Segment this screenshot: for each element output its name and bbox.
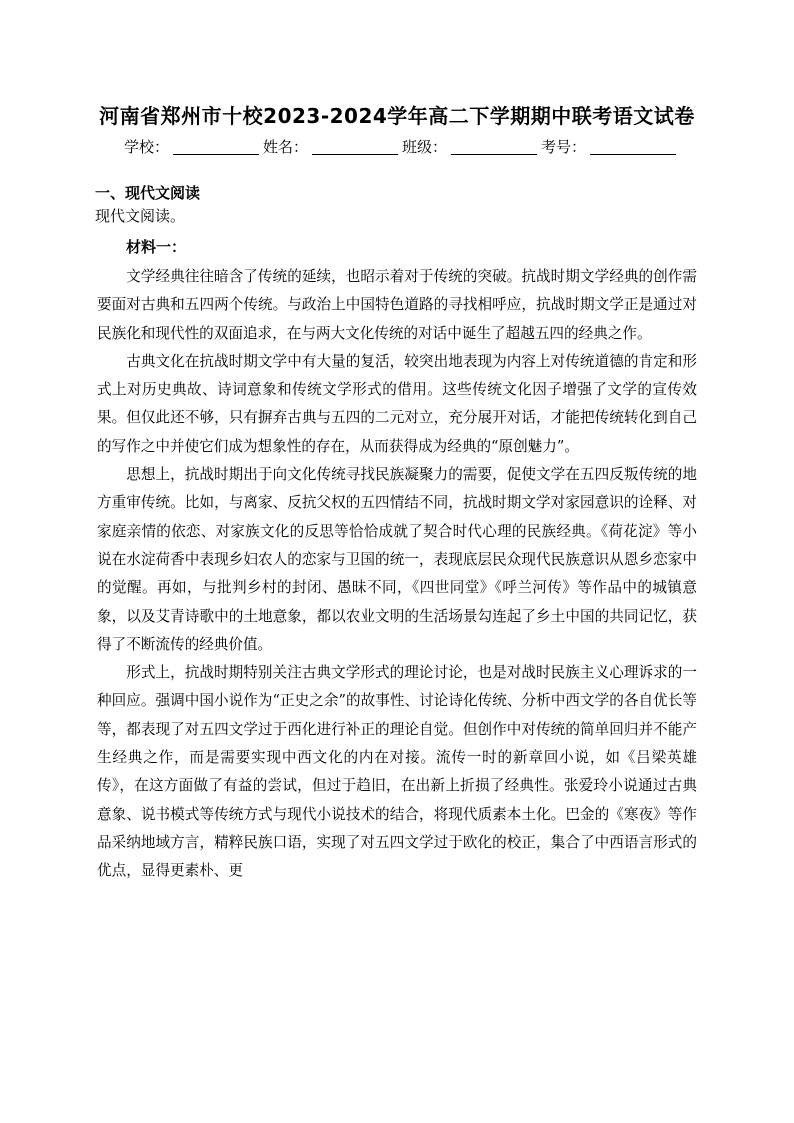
exam-number-label: 考号： — [541, 138, 587, 156]
passage-paragraph: 文学经典往往暗含了传统的延续，也昭示着对于传统的突破。抗战时期文学经典的创作需要面对古典和五四两个传统。与政治上中国特色道路的寻找相呼应，抗战时期文学正是通过对民族化和现代性的双面追求，在与两大文化传统的对话中诞生了超越五四的经典之作。 — [97, 268, 697, 342]
reading-passage — [97, 263, 697, 886]
school-label: 学校： — [124, 138, 170, 156]
passage-paragraph: 形式上，抗战时期特别关注古典文学形式的理论讨论，也是对战时民族主义心理诉求的一种回应。强调中国小说作为“正史之余”的故事性、讨论诗化传统、分析中西文学的各自优长等等，都表现了对五四文学过于西化进行补正的理论自觉。但创作中对传统的简单回归并不能产生经典之作，而是需要实现中西文化的内在对接。流传一时的新章回小说，如《吕梁英雄传》，在这方面做了有益的尝试，但过于趋旧，在出新上折损了经典性。张爱玲小说通过古典意象、说书模式等传统方式与现代小说技术的结合，将现代质素本土化。巴金的《寒夜》等作品采纳地域方言，精粹民族口语，实现了对五四文学过于欧化的校正，集合了中西语言形式的优点，显得更素朴、更 — [97, 664, 697, 880]
section-instruction: 现代文阅读。 — [95, 207, 186, 225]
section-heading: 一、现代文阅读 — [95, 184, 201, 202]
exam-number-blank — [590, 140, 676, 155]
name-label: 姓名： — [263, 138, 309, 156]
class-blank — [451, 140, 537, 155]
passage-paragraph: 思想上，抗战时期出于向文化传统寻找民族凝聚力的需要，促使文学在五四反叛传统的地方重审传统。比如，与离家、反抗父权的五四情结不同，抗战时期文学对家园意识的诠释、对家庭亲情的依恋、对家族文化的反思等恰恰成就了契合时代心理的民族经典。《荷花淀》等小说在水淀荷香中表现乡妇农人的恋家与卫国的统一，表现底层民众现代民族意识从恩乡恋家中的觉醒。再如，与批判乡村的封闭、愚昧不同，《四世同堂》《呼兰河传》等作品中的城镇意象，以及艾青诗歌中的土地意象，都以农业文明的生活场景勾连起了乡土中国的共同记忆，获得了不断流传的经典价值。 — [97, 466, 697, 653]
class-label: 班级： — [402, 138, 448, 156]
material-label: 材料一： — [126, 238, 187, 256]
exam-title: 河南省郑州市十校2023-2024学年高二下学期期中联考语文试卷 — [99, 104, 695, 128]
school-blank — [173, 140, 259, 155]
passage-paragraph: 古典文化在抗战时期文学中有大量的复活，较突出地表现为内容上对传统道德的肯定和形式上对历史典故、诗词意象和传统文学形式的借用。这些传统文化因子增强了文学的宣传效果。但仅此还不够，只有摒弃古典与五四的二元对立，充分展开对话，才能把传统转化到自己的写作之中并使它们成为想象性的存在，从而获得成为经典的“原创魅力”。 — [97, 352, 697, 455]
student-info-line — [124, 136, 684, 157]
name-blank — [312, 140, 398, 155]
